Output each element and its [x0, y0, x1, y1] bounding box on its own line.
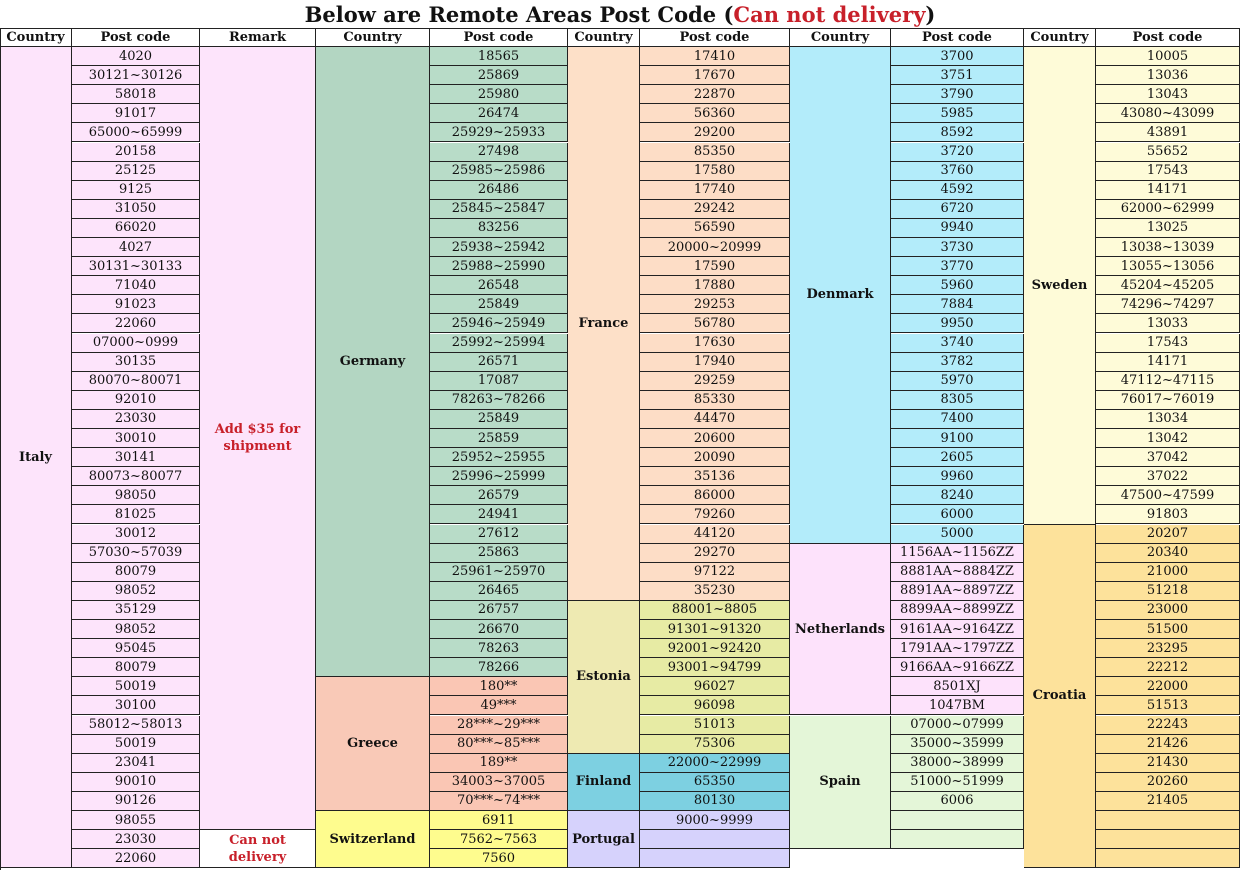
post-code-cell: 26571 — [430, 353, 568, 372]
post-code-cell: 50019 — [72, 677, 200, 696]
post-code-cell: 07000~07999 — [891, 716, 1024, 735]
post-code-cell: 78263 — [430, 639, 568, 658]
post-code-cell: 51013 — [640, 716, 790, 735]
post-code-cell: 91301~91320 — [640, 620, 790, 639]
post-code-cell: 9950 — [891, 314, 1024, 333]
country-netherlands: Netherlands — [790, 544, 891, 716]
post-code-cell: 3782 — [891, 353, 1024, 372]
post-code-cell: 98050 — [72, 486, 200, 505]
post-code-cell: 22000~22999 — [640, 754, 790, 773]
post-code-cell: 10005 — [1096, 47, 1240, 66]
post-code-cell: 17590 — [640, 257, 790, 276]
post-code-cell: 4020 — [72, 47, 200, 66]
post-code-cell: 35230 — [640, 582, 790, 601]
post-code-cell: 13055~13056 — [1096, 257, 1240, 276]
post-code-cell: 26465 — [430, 582, 568, 601]
post-code-cell: 51218 — [1096, 582, 1240, 601]
post-code-cell: 74296~74297 — [1096, 295, 1240, 314]
post-code-cell: 8899AA~8899ZZ — [891, 601, 1024, 620]
post-code-cell: 25859 — [430, 429, 568, 448]
post-code-cell — [891, 830, 1024, 849]
post-code-cell: 22000 — [1096, 677, 1240, 696]
post-code-cell: 9960 — [891, 467, 1024, 486]
post-code-cell: 56590 — [640, 219, 790, 238]
post-code-cell: 51513 — [1096, 696, 1240, 715]
post-code-cell: 25992~25994 — [430, 334, 568, 353]
post-code-cell: 88001~8805 — [640, 601, 790, 620]
title-close: ) — [925, 2, 936, 27]
column-header-remark: Remark — [200, 28, 316, 47]
post-code-cell: 7562~7563 — [430, 830, 568, 849]
country-greece: Greece — [316, 677, 430, 811]
post-code-cell: 1047BM — [891, 696, 1024, 715]
post-code-cell: 17543 — [1096, 162, 1240, 181]
post-code-cell: 76017~76019 — [1096, 391, 1240, 410]
post-code-cell: 51000~51999 — [891, 773, 1024, 792]
post-code-cell: 75306 — [640, 735, 790, 754]
post-code-cell: 96027 — [640, 677, 790, 696]
post-code-cell: 3730 — [891, 238, 1024, 257]
post-code-cell: 26474 — [430, 104, 568, 123]
post-code-cell: 22060 — [72, 849, 200, 868]
post-code-cell: 07000~0999 — [72, 334, 200, 353]
post-code-cell: 25869 — [430, 66, 568, 85]
post-code-cell: 13036 — [1096, 66, 1240, 85]
post-code-cell: 20000~20999 — [640, 238, 790, 257]
post-code-cell: 65000~65999 — [72, 123, 200, 142]
post-code-cell: 13033 — [1096, 314, 1240, 333]
post-code-cell: 44120 — [640, 525, 790, 544]
post-code-cell: 70***~74*** — [430, 792, 568, 811]
post-code-cell: 83256 — [430, 219, 568, 238]
post-code-cell: 35136 — [640, 467, 790, 486]
post-code-cell: 91023 — [72, 295, 200, 314]
column-header-post-code: Post code — [891, 28, 1024, 47]
post-code-cell: 17670 — [640, 66, 790, 85]
country-spain: Spain — [790, 716, 891, 850]
post-code-cell: 51500 — [1096, 620, 1240, 639]
post-code-cell: 17940 — [640, 353, 790, 372]
country-portugal: Portugal — [568, 811, 640, 868]
column-header-country: Country — [790, 28, 891, 47]
post-code-cell: 13034 — [1096, 410, 1240, 429]
post-code-cell: 78266 — [430, 658, 568, 677]
post-code-cell: 17630 — [640, 334, 790, 353]
post-code-cell: 22870 — [640, 85, 790, 104]
post-code-cell: 29259 — [640, 372, 790, 391]
post-code-cell: 3751 — [891, 66, 1024, 85]
post-code-cell: 80079 — [72, 563, 200, 582]
post-code-cell: 62000~62999 — [1096, 200, 1240, 219]
post-code-cell: 189** — [430, 754, 568, 773]
post-code-cell: 30010 — [72, 429, 200, 448]
country-sweden: Sweden — [1024, 47, 1096, 525]
post-code-cell: 21426 — [1096, 735, 1240, 754]
post-code-cell: 17740 — [640, 181, 790, 200]
post-code-cell: 9100 — [891, 429, 1024, 448]
post-code-cell: 34003~37005 — [430, 773, 568, 792]
post-code-cell: 30131~30133 — [72, 257, 200, 276]
post-code-cell: 85350 — [640, 143, 790, 162]
post-code-cell: 56780 — [640, 314, 790, 333]
country-finland: Finland — [568, 754, 640, 811]
post-code-cell: 80***~85*** — [430, 735, 568, 754]
post-code-cell: 26670 — [430, 620, 568, 639]
post-code-cell: 3760 — [891, 162, 1024, 181]
post-code-cell: 25946~25949 — [430, 314, 568, 333]
post-code-cell: 25849 — [430, 295, 568, 314]
post-code-cell: 92010 — [72, 391, 200, 410]
post-code-cell: 97122 — [640, 563, 790, 582]
remark-no-delivery: Can not delivery — [200, 830, 316, 868]
post-code-cell: 13025 — [1096, 219, 1240, 238]
post-code-cell: 93001~94799 — [640, 658, 790, 677]
post-code-cell: 44470 — [640, 410, 790, 429]
post-code-cell: 29242 — [640, 200, 790, 219]
post-code-cell: 23030 — [72, 410, 200, 429]
post-code-cell: 4027 — [72, 238, 200, 257]
page-title — [0, 0, 1240, 30]
post-code-cell: 21430 — [1096, 754, 1240, 773]
post-code-cell — [1096, 830, 1240, 849]
post-code-cell: 25952~25955 — [430, 448, 568, 467]
post-code-cell: 5985 — [891, 104, 1024, 123]
post-code-cell: 3700 — [891, 47, 1024, 66]
post-code-cell: 20090 — [640, 448, 790, 467]
post-code-cell: 30100 — [72, 696, 200, 715]
post-code-cell: 58012~58013 — [72, 716, 200, 735]
post-code-cell: 58018 — [72, 85, 200, 104]
post-code-cell: 7400 — [891, 410, 1024, 429]
post-code-cell: 25961~25970 — [430, 563, 568, 582]
post-code-cell: 9166AA~9166ZZ — [891, 658, 1024, 677]
post-code-cell: 85330 — [640, 391, 790, 410]
column-header-post-code: Post code — [1096, 28, 1240, 47]
post-code-cell: 9125 — [72, 181, 200, 200]
post-code-cell: 45204~45205 — [1096, 276, 1240, 295]
post-code-cell: 50019 — [72, 735, 200, 754]
post-code-cell: 28***~29*** — [430, 716, 568, 735]
post-code-cell: 65350 — [640, 773, 790, 792]
column-header-country: Country — [316, 28, 430, 47]
post-code-cell: 43891 — [1096, 123, 1240, 142]
post-code-cell: 30121~30126 — [72, 66, 200, 85]
post-code-cell: 13043 — [1096, 85, 1240, 104]
post-code-cell: 14171 — [1096, 181, 1240, 200]
post-code-cell: 55652 — [1096, 143, 1240, 162]
country-denmark: Denmark — [790, 47, 891, 544]
post-code-cell: 20207 — [1096, 525, 1240, 544]
post-code-cell: 98055 — [72, 811, 200, 830]
post-code-cell: 91803 — [1096, 505, 1240, 524]
post-code-cell: 57030~57039 — [72, 544, 200, 563]
post-code-cell: 3740 — [891, 334, 1024, 353]
post-code-cell: 26757 — [430, 601, 568, 620]
post-code-cell: 25125 — [72, 162, 200, 181]
post-code-cell: 6720 — [891, 200, 1024, 219]
post-code-cell: 8881AA~8884ZZ — [891, 563, 1024, 582]
post-code-cell — [1096, 849, 1240, 868]
post-code-cell: 2605 — [891, 448, 1024, 467]
post-code-cell: 17543 — [1096, 334, 1240, 353]
post-code-cell: 25985~25986 — [430, 162, 568, 181]
country-germany: Germany — [316, 47, 430, 677]
post-code-cell: 66020 — [72, 219, 200, 238]
post-code-cell: 27498 — [430, 143, 568, 162]
post-code-cell: 5970 — [891, 372, 1024, 391]
post-code-cell: 17880 — [640, 276, 790, 295]
post-code-cell: 56360 — [640, 104, 790, 123]
post-code-cell: 6006 — [891, 792, 1024, 811]
post-code-cell: 13042 — [1096, 429, 1240, 448]
post-code-cell: 78263~78266 — [430, 391, 568, 410]
post-code-cell: 7884 — [891, 295, 1024, 314]
post-code-cell: 6911 — [430, 811, 568, 830]
post-code-cell: 86000 — [640, 486, 790, 505]
column-header-post-code: Post code — [72, 28, 200, 47]
post-code-cell: 25996~25999 — [430, 467, 568, 486]
post-code-cell: 27612 — [430, 525, 568, 544]
post-code-cell: 8592 — [891, 123, 1024, 142]
post-code-cell: 25988~25990 — [430, 257, 568, 276]
post-code-cell: 23295 — [1096, 639, 1240, 658]
post-code-cell: 80070~80071 — [72, 372, 200, 391]
post-code-cell: 38000~38999 — [891, 754, 1024, 773]
post-code-cell: 3770 — [891, 257, 1024, 276]
post-code-cell: 17087 — [430, 372, 568, 391]
post-code-cell: 17580 — [640, 162, 790, 181]
post-code-cell: 23030 — [72, 830, 200, 849]
post-code-cell: 43080~43099 — [1096, 104, 1240, 123]
post-code-cell: 47112~47115 — [1096, 372, 1240, 391]
country-italy: Italy — [0, 47, 72, 868]
post-code-cell: 29253 — [640, 295, 790, 314]
country-switzerland: Switzerland — [316, 811, 430, 868]
post-code-cell: 25845~25847 — [430, 200, 568, 219]
post-code-cell: 24941 — [430, 505, 568, 524]
remark-shipment-fee: Add $35 for shipment — [200, 47, 316, 830]
post-code-cell: 1156AA~1156ZZ — [891, 544, 1024, 563]
post-code-cell: 25929~25933 — [430, 123, 568, 142]
title-main: Below are Remote Areas Post Code ( — [304, 2, 734, 27]
column-header-post-code: Post code — [640, 28, 790, 47]
post-code-cell: 22060 — [72, 314, 200, 333]
post-code-cell: 25863 — [430, 544, 568, 563]
post-code-cell: 4592 — [891, 181, 1024, 200]
post-code-cell: 9940 — [891, 219, 1024, 238]
country-france: France — [568, 47, 640, 601]
post-code-cell: 47500~47599 — [1096, 486, 1240, 505]
post-code-cell: 8305 — [891, 391, 1024, 410]
post-code-cell: 18565 — [430, 47, 568, 66]
post-code-cell: 13038~13039 — [1096, 238, 1240, 257]
post-code-cell: 7560 — [430, 849, 568, 868]
post-code-cell: 25980 — [430, 85, 568, 104]
post-code-cell: 80130 — [640, 792, 790, 811]
post-code-cell: 30135 — [72, 353, 200, 372]
post-code-cell: 37022 — [1096, 467, 1240, 486]
post-code-cell: 9161AA~9164ZZ — [891, 620, 1024, 639]
post-code-cell: 95045 — [72, 639, 200, 658]
post-code-cell — [640, 830, 790, 849]
post-code-cell: 29200 — [640, 123, 790, 142]
post-code-cell: 49*** — [430, 696, 568, 715]
post-code-cell: 37042 — [1096, 448, 1240, 467]
post-code-cell: 1791AA~1797ZZ — [891, 639, 1024, 658]
post-code-cell: 26486 — [430, 181, 568, 200]
post-code-cell — [1096, 811, 1240, 830]
column-header-country: Country — [568, 28, 640, 47]
column-header-country: Country — [1024, 28, 1096, 47]
post-code-cell: 26548 — [430, 276, 568, 295]
post-code-cell: 96098 — [640, 696, 790, 715]
post-code-cell — [891, 811, 1024, 830]
post-code-cell: 6000 — [891, 505, 1024, 524]
post-code-cell: 81025 — [72, 505, 200, 524]
post-code-cell: 20158 — [72, 143, 200, 162]
post-code-cell: 20340 — [1096, 544, 1240, 563]
post-code-cell: 98052 — [72, 620, 200, 639]
post-code-cell: 71040 — [72, 276, 200, 295]
post-code-cell: 31050 — [72, 200, 200, 219]
post-code-cell: 17410 — [640, 47, 790, 66]
post-code-cell: 25849 — [430, 410, 568, 429]
post-code-cell: 21405 — [1096, 792, 1240, 811]
post-code-cell: 30012 — [72, 525, 200, 544]
post-code-cell: 20260 — [1096, 773, 1240, 792]
post-code-cell: 90010 — [72, 773, 200, 792]
column-header-country: Country — [0, 28, 72, 47]
post-code-cell: 23041 — [72, 754, 200, 773]
post-code-cell: 80073~80077 — [72, 467, 200, 486]
post-code-cell: 20600 — [640, 429, 790, 448]
post-code-cell: 98052 — [72, 582, 200, 601]
post-code-cell: 8891AA~8897ZZ — [891, 582, 1024, 601]
country-croatia: Croatia — [1024, 525, 1096, 869]
post-code-cell: 26579 — [430, 486, 568, 505]
post-code-cell — [640, 849, 790, 868]
post-code-cell: 22243 — [1096, 716, 1240, 735]
post-code-cell: 5960 — [891, 276, 1024, 295]
post-code-cell: 35129 — [72, 601, 200, 620]
post-code-cell: 80079 — [72, 658, 200, 677]
post-code-cell: 92001~92420 — [640, 639, 790, 658]
post-code-cell: 8240 — [891, 486, 1024, 505]
post-code-cell: 91017 — [72, 104, 200, 123]
post-code-cell: 23000 — [1096, 601, 1240, 620]
post-code-cell: 79260 — [640, 505, 790, 524]
post-code-cell: 29270 — [640, 544, 790, 563]
post-code-cell: 8501XJ — [891, 677, 1024, 696]
post-code-cell: 3790 — [891, 85, 1024, 104]
post-code-cell: 25938~25942 — [430, 238, 568, 257]
country-estonia: Estonia — [568, 601, 640, 754]
post-code-cell: 180** — [430, 677, 568, 696]
post-code-cell: 9000~9999 — [640, 811, 790, 830]
column-header-post-code: Post code — [430, 28, 568, 47]
post-code-cell: 14171 — [1096, 353, 1240, 372]
post-code-cell: 21000 — [1096, 563, 1240, 582]
post-code-cell: 30141 — [72, 448, 200, 467]
title-highlight: Can not delivery — [733, 2, 926, 27]
post-code-cell: 35000~35999 — [891, 735, 1024, 754]
post-code-cell: 90126 — [72, 792, 200, 811]
post-code-cell: 22212 — [1096, 658, 1240, 677]
post-code-cell: 5000 — [891, 525, 1024, 544]
post-code-cell: 3720 — [891, 143, 1024, 162]
